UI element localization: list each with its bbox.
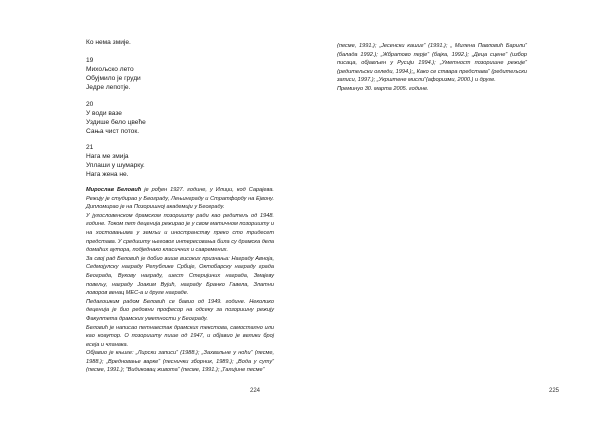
poem-line: Сања чист поток. xyxy=(86,128,140,135)
bio-paragraph: За свој рад Беловић је добио више високих признања: Награду Авноја, Седмојулску награду Републике Србије, Октобарску награду града Београда, Вукову награду, шест Стеријиних награда, Змајеву повељу, награду Јоаким Вујић, награду Бранко Гавела, Златни ловоров венац МЕС-а и друге награде. xyxy=(86,255,274,297)
right-page-text xyxy=(337,42,527,94)
poem-line: Нага ме змија xyxy=(86,153,129,160)
bio-paragraph xyxy=(86,186,274,212)
poem-number: 19 xyxy=(86,57,94,64)
bio-paragraph: Објавио је књиге: „Лирски записи“ (1988.); „Захвальне у ноћи“ (песме, 1988.); „Вредновање варке“ (песнички зборник, 1989.); „Вода у суту“ (песме, 1991.); “Видиковац живота“ (песме, 1991.); „Талијине песме“ xyxy=(86,350,274,374)
poem-line: Уздише бело цвеће xyxy=(86,119,146,126)
bio-paragraph: Беловић је написао петнаестак драмских текстова, самостално или као коаутор. О позоришту пише од 1947, и објавио је велики број есеја и чланака. xyxy=(86,324,274,348)
author-biography xyxy=(86,186,274,375)
top-line: Ко нема змије. xyxy=(86,39,131,46)
poem-line: Михољско лето xyxy=(86,66,134,73)
poem-line: Нага жена не. xyxy=(86,171,129,178)
poem-line: Обујмило је груди xyxy=(86,75,141,82)
poem-20 xyxy=(86,100,286,136)
death-note: Преминуо 30. марта 2005. године. xyxy=(337,85,429,92)
bibliography-continued: (песме, 1991.); „Јесенски кашиг“ (1991.); „ Милена Павловић Барили“ (балада 1992.); „Жбратово перје“ (бајка, 1992.); „Деца сцене“ (избор писаца, објављен у Русији 1994.); „Уметност позоришне режије“ (редитељски огледи, 1994.);„ Како се ствара представа“ (редитељски записи, 1997.); „Укрштене мисли“(афоризми, 2000.) и друге. xyxy=(337,43,527,84)
poem-line: У води вазе xyxy=(86,110,122,117)
bio-paragraph: Педагошким радом Беловић се бавио од 1949. године. Неколико деценија је био редовни професор на одсеку за позоришну режију Факултета драмских уметности у Београду. xyxy=(86,298,274,322)
page-number-right: 225 xyxy=(549,388,560,394)
poem-number: 21 xyxy=(86,144,94,151)
bio-text: је рођен 1927. године, у Илиџи, код Сарајева. Режију је студирао у Београду, Лењинграду и Стратфорду на Ејвону. Дипломирао је на Позоришној академији у Београду. xyxy=(86,187,274,211)
page-number-left: 224 xyxy=(250,388,261,394)
poem-line: Једре лепотје. xyxy=(86,84,131,91)
poem-line: Уплаши у шумарку. xyxy=(86,162,145,169)
bio-paragraph: У југословенском драмском позоришту ради као редитељ од 1948. године. Током пет деценија режирао је у свом матичном позоришту и на хостовањима у земљи и иностранству преко сто тридесет представа. У средишту његовог интересовања била су драмска дела домаћих аутора, подједнако класичних и савремених. xyxy=(86,212,274,254)
poem-number: 20 xyxy=(86,101,94,108)
poem-fragment xyxy=(86,38,286,47)
poem-19 xyxy=(86,56,286,92)
author-name: Мирослав Беловић xyxy=(86,187,142,193)
poem-21 xyxy=(86,143,286,179)
